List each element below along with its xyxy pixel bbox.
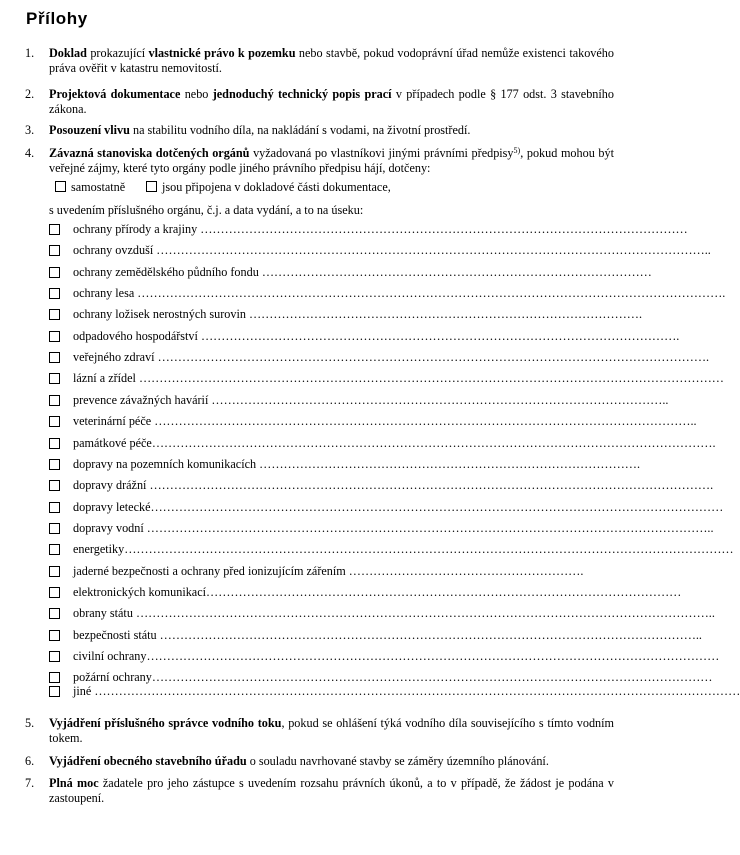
bold-text: Doklad	[49, 46, 87, 60]
organ-checkbox[interactable]	[49, 309, 60, 320]
organ-row	[49, 371, 724, 386]
text-segment: na stabilitu vodního díla, na nakládání s vodami, na životní prostředí.	[129, 123, 471, 137]
organ-row	[49, 286, 726, 301]
organ-label: civilní ochrany……………………………………………………………………………………………………………………………	[73, 649, 720, 663]
organ-label: bezpečnosti státu ……………………………………………………………………………………………………………………..	[73, 628, 702, 642]
organ-label: jaderné bezpečnosti a ochrany před ionizujícím zářením ………………………………………………….	[73, 564, 584, 578]
organ-row	[49, 606, 715, 621]
organ-checkbox[interactable]	[49, 267, 60, 278]
organ-row	[49, 478, 714, 493]
item-text	[49, 716, 614, 746]
item-text	[49, 146, 614, 176]
organ-label: lázní a zřídel ………………………………………………………………………………………………………………………………	[73, 371, 724, 385]
organ-row	[49, 670, 713, 685]
organ-label: veterinární péče ……………………………………………………………………………………………………………………..	[73, 414, 697, 428]
organ-label: jiné ……………………………………………………………………………………………………………………………………………	[73, 684, 740, 698]
item-text	[49, 776, 614, 806]
separately-checkbox[interactable]	[55, 181, 66, 192]
item-text	[49, 46, 614, 76]
organ-label: veřejného zdraví ……………………………………………………………………………………………………………………….	[73, 350, 710, 364]
organ-label: ochrany zemědělského půdního fondu ……………………………………………………………………………………	[73, 265, 652, 279]
organ-row	[49, 307, 643, 322]
organ-checkbox[interactable]	[49, 352, 60, 363]
organ-checkbox[interactable]	[49, 224, 60, 235]
organ-label: dopravy drážní ………………………………………………………………………………………………………………………….	[73, 478, 714, 492]
text-segment: prokazující	[86, 46, 149, 60]
bold-text: Vyjádření příslušného správce vodního toku	[49, 716, 282, 730]
organ-checkbox[interactable]	[49, 459, 60, 470]
text-segment: nebo	[180, 87, 213, 101]
option-attached	[146, 180, 391, 195]
item-number: 4.	[25, 146, 35, 160]
organ-row	[49, 585, 682, 600]
organ-row	[49, 350, 710, 365]
organ-checkbox[interactable]	[49, 395, 60, 406]
text-segment: vyžadovaná po vlastníkovi jinými právními předpisy	[249, 146, 514, 160]
footnote-ref: 5)	[513, 146, 521, 155]
organ-row	[49, 521, 714, 536]
organ-label: odpadového hospodářství ……………………………………………………………………………………………………….	[73, 329, 680, 343]
text-segment: , pokud mohou být veřejné zájmy, které tyto orgány podle jiného právního předpisu hájí, dotčeny:	[49, 146, 614, 175]
item-number: 2.	[25, 87, 35, 101]
organ-row	[49, 329, 680, 344]
organ-checkbox[interactable]	[49, 480, 60, 491]
option-label: samostatně	[71, 180, 126, 194]
organ-row	[49, 500, 724, 515]
bold-text: Projektová dokumentace	[49, 87, 181, 101]
organ-row	[49, 628, 702, 643]
text-segment: nebo stavbě, pokud vodoprávní úřad nemůže existenci takového práva ověřit v katastru nemovitostí.	[49, 46, 614, 75]
organ-label: požární ochrany…………………………………………………………………………………………………………………………	[73, 670, 713, 684]
organ-label: památkové péče………………………………………………………………………………………………………………………….	[73, 436, 716, 450]
organ-checkbox[interactable]	[49, 523, 60, 534]
organ-checkbox[interactable]	[49, 544, 60, 555]
organ-row	[49, 542, 734, 557]
organ-checkbox[interactable]	[49, 587, 60, 598]
organ-row	[49, 414, 697, 429]
option-separately	[55, 180, 125, 195]
organ-label: dopravy na pozemních komunikacích ………………………………………………………………………………….	[73, 457, 640, 471]
organ-checkbox[interactable]	[49, 288, 60, 299]
organ-row	[49, 436, 716, 451]
bold-text: Plná moc	[49, 776, 99, 790]
organ-checkbox[interactable]	[49, 373, 60, 384]
item-text	[49, 87, 614, 117]
bold-text: Vyjádření obecného stavebního úřadu	[49, 754, 247, 768]
text-segment: v případech podle § 177 odst. 3 stavebního zákona.	[49, 87, 614, 116]
organ-row	[49, 564, 609, 579]
organ-row	[49, 684, 740, 699]
organ-checkbox[interactable]	[49, 686, 60, 697]
organ-label: prevence závažných havárií …………………………………………………………………………………………………..	[73, 393, 669, 407]
organ-checkbox[interactable]	[49, 566, 60, 577]
organ-label: energetiky……………………………………………………………………………………………………………………………………	[73, 542, 734, 556]
organs-intro: s uvedením příslušného orgánu, č.j. a data vydání, a to na úseku:	[49, 203, 364, 217]
option-label: jsou připojena v dokladové části dokumentace,	[162, 180, 391, 194]
organ-label: ochrany ložisek nerostných surovin …………………………………………………………………………………….	[73, 307, 643, 321]
bold-text: Posouzení vlivu	[49, 123, 130, 137]
organ-label: elektronických komunikací………………………………………………………………………………………………………	[73, 585, 682, 599]
organ-row	[49, 222, 688, 237]
organ-label: ochrany lesa ……………………………………………………………………………………………………………………………….	[73, 286, 726, 300]
organ-row	[49, 265, 652, 280]
bold-text: Závazná stanoviska dotčených orgánů	[49, 146, 250, 160]
item-number: 1.	[25, 46, 35, 60]
organ-checkbox[interactable]	[49, 672, 60, 683]
organ-checkbox[interactable]	[49, 502, 60, 513]
item-text	[49, 754, 614, 769]
attached-checkbox[interactable]	[146, 181, 157, 192]
page-title: Přílohy	[26, 9, 88, 28]
organ-row	[49, 457, 640, 472]
item-number: 3.	[25, 123, 35, 137]
organ-label: ochrany přírody a krajiny …………………………………………………………………………………………………………	[73, 222, 688, 236]
bold-text: jednoduchý technický popis prací	[212, 87, 392, 101]
organ-label: dopravy vodní …………………………………………………………………………………………………………………………..	[73, 521, 714, 535]
item-number: 7.	[25, 776, 35, 790]
bold-text: vlastnické právo k pozemku	[148, 46, 296, 60]
organ-checkbox[interactable]	[49, 438, 60, 449]
organ-label: obrany státu ……………………………………………………………………………………………………………………………..	[73, 606, 715, 620]
text-segment: , pokud se ohlášení týká vodního díla souvisejícího s tímto vodním tokem.	[49, 716, 614, 745]
text-segment: o souladu navrhované stavby se záměry územního plánování.	[246, 754, 549, 768]
item-number: 5.	[25, 716, 35, 730]
organ-row	[49, 393, 669, 408]
organ-checkbox[interactable]	[49, 331, 60, 342]
organ-checkbox[interactable]	[49, 630, 60, 641]
organ-checkbox[interactable]	[49, 416, 60, 427]
organ-checkbox[interactable]	[49, 651, 60, 662]
item-text	[49, 123, 614, 138]
organ-label: dopravy letecké……………………………………………………………………………………………………………………………	[73, 500, 724, 514]
organ-row	[49, 243, 711, 258]
organ-checkbox[interactable]	[49, 245, 60, 256]
item-number: 6.	[25, 754, 35, 768]
organ-label: ochrany ovzduší ………………………………………………………………………………………………………………………..	[73, 243, 711, 257]
organ-checkbox[interactable]	[49, 608, 60, 619]
organ-row	[49, 649, 720, 664]
text-segment: žadatele pro jeho zástupce s uvedením rozsahu právních úkonů, a to v případě, že žádost je podána v zastoupení.	[49, 776, 614, 805]
